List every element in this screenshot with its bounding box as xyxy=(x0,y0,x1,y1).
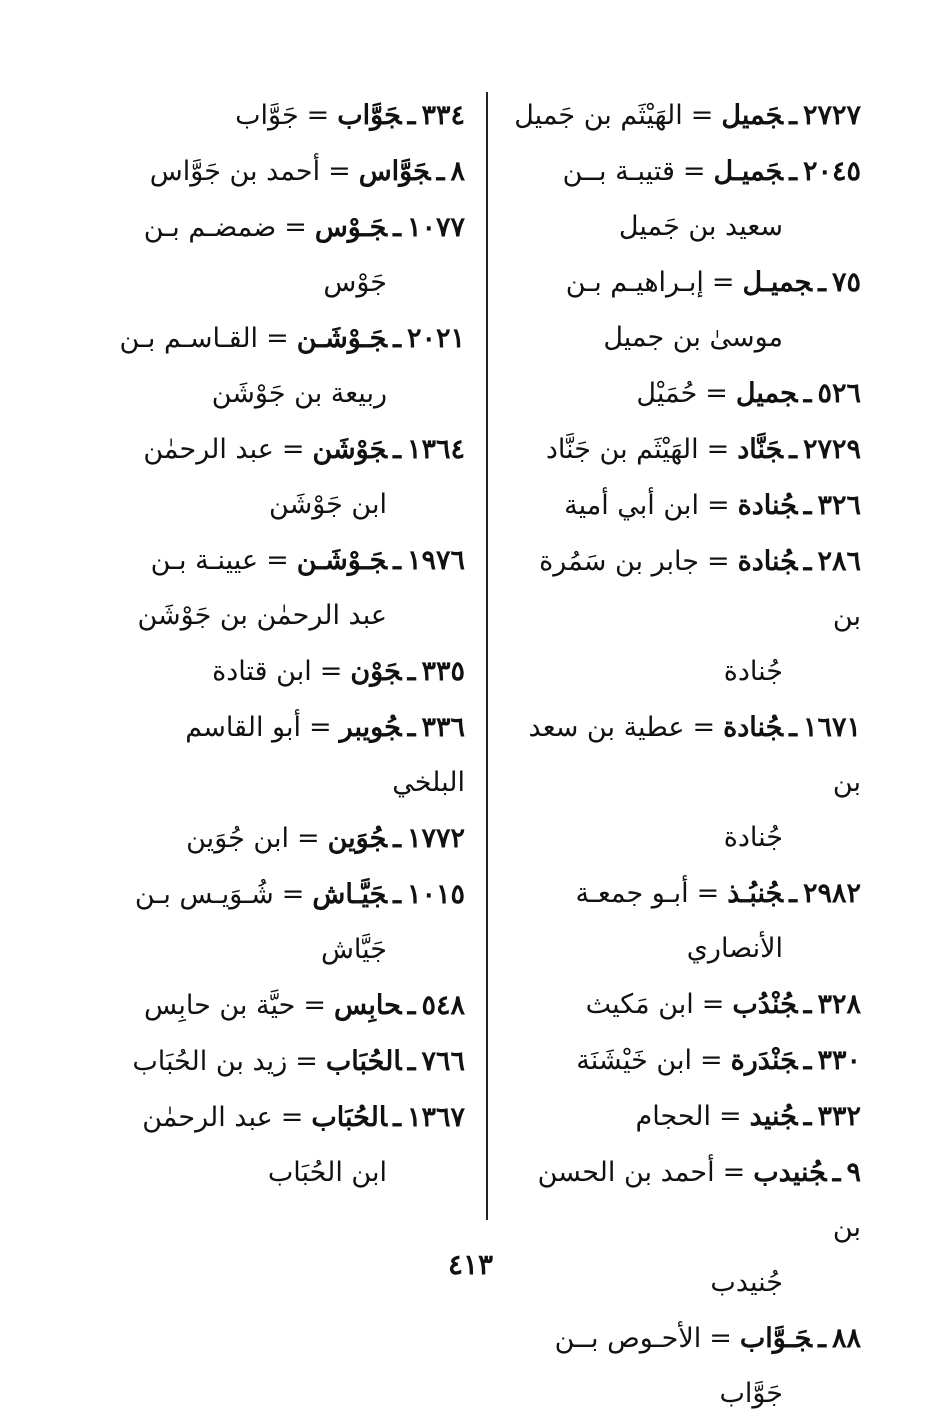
entry-name: جميل xyxy=(735,378,798,409)
entry-dash: ـ xyxy=(803,1045,812,1076)
index-entry xyxy=(110,700,465,810)
entry-line xyxy=(110,422,465,477)
entry-dash: ـ xyxy=(393,879,401,910)
entry-dash: ـ xyxy=(789,100,797,131)
index-entry xyxy=(509,977,861,1032)
entry-value: ابن خَيْشَنَة xyxy=(576,1045,692,1076)
index-entry xyxy=(509,866,861,976)
entry-equals: = xyxy=(705,378,728,409)
entry-dash: ـ xyxy=(407,656,416,687)
entry-line xyxy=(509,422,861,477)
right-column xyxy=(509,88,861,1422)
entry-number: ٧٦٦ xyxy=(421,1046,465,1077)
entry-continuation: ابن الحُبَاب xyxy=(267,1157,387,1188)
entry-line xyxy=(509,866,861,921)
index-entry xyxy=(110,644,465,699)
index-entry xyxy=(110,533,465,643)
entry-name: جُنبُـذ xyxy=(727,878,784,909)
entry-name: جُنْدُب xyxy=(732,989,798,1020)
entry-equals: = xyxy=(328,156,351,187)
entry-line xyxy=(509,534,861,644)
entry-dash: ـ xyxy=(407,1046,416,1077)
entry-name: حابِس xyxy=(333,990,402,1021)
entry-continuation: الأنصاري xyxy=(686,933,783,964)
entry-name: جَوْشَن xyxy=(312,434,388,465)
entry-number: ١٧٧٢ xyxy=(406,823,465,854)
entry-equals: = xyxy=(706,546,730,577)
entry-equals: = xyxy=(696,878,720,909)
entry-name: جُنادة xyxy=(737,490,798,521)
entry-dash: ـ xyxy=(803,378,812,409)
index-entry xyxy=(110,978,465,1033)
entry-equals: = xyxy=(700,1045,723,1076)
entry-line xyxy=(509,366,861,421)
entry-value: أحمد بن الحسن بن xyxy=(537,1157,861,1243)
entry-name: الحُبَاب xyxy=(311,1102,388,1133)
entry-name: جَـوْشَـن xyxy=(296,545,388,576)
entry-dash: ـ xyxy=(818,1323,826,1354)
entry-equals: = xyxy=(284,212,307,243)
entry-value: ضمضـم بـن xyxy=(143,212,277,243)
entry-dash: ـ xyxy=(789,434,797,465)
entry-number: ٧٥ xyxy=(831,267,861,298)
entry-line xyxy=(110,144,465,199)
entry-value: الأحـوص بــن xyxy=(554,1323,702,1354)
entry-value: حيَّة بن حابِس xyxy=(143,990,296,1021)
entry-dash: ـ xyxy=(393,823,401,854)
entry-line xyxy=(509,478,861,533)
entry-line xyxy=(110,1090,465,1145)
entry-line xyxy=(509,1033,861,1088)
entry-name: جُوَين xyxy=(327,823,388,854)
entry-name: جَـوْشَـن xyxy=(296,323,388,354)
entry-dash: ـ xyxy=(393,323,401,354)
entry-value: أبو القاسم البلخي xyxy=(185,712,465,798)
entry-dash: ـ xyxy=(803,490,812,521)
index-entry xyxy=(110,422,465,532)
entry-value: قتيبـة بــن xyxy=(562,156,675,187)
entry-name: جَوَّاس xyxy=(358,156,431,187)
entry-dash: ـ xyxy=(803,989,812,1020)
entry-continuation: جُنيدب xyxy=(710,1267,783,1298)
entry-value: الهَيْثَم بن جَميل xyxy=(514,100,683,131)
entry-equals: = xyxy=(709,1323,732,1354)
entry-number: ٣٢٦ xyxy=(817,490,861,521)
entry-equals: = xyxy=(266,323,289,354)
entry-dash: ـ xyxy=(818,267,826,298)
index-entry xyxy=(509,366,861,421)
entry-value: إبـراهيـم بـن xyxy=(565,267,704,298)
entry-line xyxy=(509,1089,861,1144)
entry-name: جَـوْس xyxy=(314,212,388,243)
entry-dash: ـ xyxy=(832,1157,841,1188)
entry-value: عطية بن سعد بن xyxy=(528,712,861,798)
entry-number: ١٣٦٤ xyxy=(406,434,465,465)
entry-line xyxy=(110,1034,465,1089)
index-entry xyxy=(110,867,465,977)
entry-value: عبد الرحمٰن xyxy=(142,1102,273,1133)
entry-equals: = xyxy=(295,1046,318,1077)
entry-continuation: ابن جَوْشَن xyxy=(269,489,387,520)
entry-line xyxy=(509,977,861,1032)
entry-equals: = xyxy=(719,1101,742,1132)
index-entry xyxy=(509,1089,861,1144)
entry-equals: = xyxy=(309,712,332,743)
entry-name: جُويبر xyxy=(339,712,402,743)
entry-continuation: ربيعة بن جَوْشَن xyxy=(211,378,387,409)
index-entry xyxy=(509,422,861,477)
entry-value: عبد الرحمٰن xyxy=(143,434,274,465)
index-entry xyxy=(509,478,861,533)
entry-continuation: عبد الرحمٰن بن جَوْشَن xyxy=(137,600,387,631)
entry-number: ٢٧٢٩ xyxy=(802,434,861,465)
entry-value: أبـو جمعـة xyxy=(575,878,689,909)
index-entry xyxy=(509,1311,861,1421)
entry-dash: ـ xyxy=(393,1102,401,1133)
entry-equals: = xyxy=(706,434,730,465)
entry-equals: = xyxy=(281,879,305,910)
entry-value: أحمد بن جَوَّاس xyxy=(149,156,321,187)
entry-value: ابن أبي أمية xyxy=(564,490,699,521)
entry-line xyxy=(110,533,465,588)
entry-number: ٣٣٥ xyxy=(421,656,465,687)
entry-value: حُمَيْل xyxy=(636,378,698,409)
entry-value: زيد بن الحُبَاب xyxy=(132,1046,288,1077)
index-entry xyxy=(509,700,861,865)
entry-line xyxy=(509,1145,861,1255)
entry-equals: = xyxy=(711,267,735,298)
entry-dash: ـ xyxy=(789,156,797,187)
index-entry xyxy=(110,811,465,866)
entry-value: جابر بن سَمُرة بن xyxy=(539,546,861,632)
entry-value: الحجام xyxy=(635,1101,712,1132)
entry-equals: = xyxy=(303,990,326,1021)
entry-number: ١٩٧٦ xyxy=(406,545,465,576)
entry-line xyxy=(509,1311,861,1366)
index-entry xyxy=(110,1034,465,1089)
index-entry xyxy=(509,255,861,365)
index-entry xyxy=(509,1145,861,1310)
entry-value: جَوَّاب xyxy=(235,100,299,131)
entry-equals: = xyxy=(319,656,343,687)
index-entry xyxy=(110,311,465,421)
entry-dash: ـ xyxy=(393,212,401,243)
entry-number: ٢٩٨٢ xyxy=(802,878,861,909)
entry-continuation: سعيد بن جَميل xyxy=(618,211,783,242)
entry-value: ابن مَكيث xyxy=(585,989,694,1020)
entry-dash: ـ xyxy=(407,100,416,131)
entry-equals: = xyxy=(280,1102,304,1133)
entry-number: ٣٣٠ xyxy=(817,1045,861,1076)
entry-value: ابن جُوَين xyxy=(186,823,289,854)
entry-dash: ـ xyxy=(789,878,797,909)
entry-dash: ـ xyxy=(803,546,812,577)
entry-line xyxy=(509,88,861,143)
entry-number: ٢٧٢٧ xyxy=(802,100,861,131)
entry-continuation: جَوَّاب xyxy=(719,1378,783,1409)
entry-number: ١٣٦٧ xyxy=(406,1102,465,1133)
entry-name: جَيَّـاش xyxy=(312,879,388,910)
entry-number: ١٠٧٧ xyxy=(406,212,465,243)
entry-dash: ـ xyxy=(393,545,401,576)
entry-equals: = xyxy=(692,712,716,743)
entry-name: جَنَّاد xyxy=(737,434,784,465)
index-entry xyxy=(509,144,861,254)
index-entry xyxy=(509,534,861,699)
entry-number: ٥٢٦ xyxy=(817,378,861,409)
entry-continuation: جُنادة xyxy=(723,822,783,853)
entry-name: الحُبَاب xyxy=(325,1046,402,1077)
entry-line xyxy=(509,144,861,199)
entry-number: ٣٣٢ xyxy=(817,1101,861,1132)
entry-line xyxy=(509,255,861,310)
entry-equals: = xyxy=(690,100,714,131)
index-entry xyxy=(509,88,861,143)
entry-line xyxy=(110,644,465,699)
index-entry xyxy=(110,1090,465,1200)
entry-continuation: موسىٰ بن جميل xyxy=(603,322,783,353)
entry-line xyxy=(110,88,465,143)
entry-number: ٢٠٤٥ xyxy=(802,156,861,187)
entry-line xyxy=(110,200,465,255)
entry-value: الهَيْثَم بن جَنَّاد xyxy=(545,434,699,465)
entry-line xyxy=(110,867,465,922)
entry-equals: = xyxy=(266,545,289,576)
entry-number: ٢٨٦ xyxy=(817,546,861,577)
entry-number: ٣٣٦ xyxy=(421,712,465,743)
entry-number: ٩ xyxy=(846,1157,861,1188)
entry-dash: ـ xyxy=(436,156,445,187)
entry-dash: ـ xyxy=(789,712,797,743)
entry-number: ٨٨ xyxy=(831,1323,861,1354)
index-entry xyxy=(509,1033,861,1088)
entry-value: ابن قتادة xyxy=(212,656,312,687)
entry-continuation: جَيَّاش xyxy=(320,934,387,965)
entry-name: جَميـل xyxy=(713,156,784,187)
entry-name: جُنادة xyxy=(723,712,784,743)
entry-equals: = xyxy=(281,434,305,465)
entry-name: جَنْدَرة xyxy=(730,1045,798,1076)
entry-value: عيينـة بـن xyxy=(150,545,259,576)
entry-value: شُـوَيـس بـن xyxy=(134,879,274,910)
entry-number: ٣٣٤ xyxy=(421,100,465,131)
entry-line xyxy=(509,700,861,810)
entry-value: القـاسـم بـن xyxy=(119,323,259,354)
entry-equals: = xyxy=(722,1157,746,1188)
entry-name: جَـوَّاب xyxy=(739,1323,813,1354)
entry-equals: = xyxy=(682,156,706,187)
index-entry xyxy=(110,200,465,310)
entry-number: ١٠١٥ xyxy=(406,879,465,910)
entry-dash: ـ xyxy=(803,1101,812,1132)
entry-name: جميـل xyxy=(742,267,813,298)
entry-line xyxy=(110,811,465,866)
entry-continuation: جُنادة xyxy=(723,656,783,687)
entry-number: ٨ xyxy=(450,156,465,187)
entry-line xyxy=(110,311,465,366)
entry-number: ٥٤٨ xyxy=(421,990,465,1021)
entry-equals: = xyxy=(701,989,725,1020)
entry-name: جُنيدب xyxy=(753,1157,827,1188)
entry-number: ٣٢٨ xyxy=(817,989,861,1020)
entry-name: جَوَّاب xyxy=(337,100,402,131)
entry-equals: = xyxy=(306,100,330,131)
entry-equals: = xyxy=(706,490,730,521)
entry-dash: ـ xyxy=(407,990,416,1021)
entry-line xyxy=(110,978,465,1033)
page-number: ٤١٣ xyxy=(447,1248,494,1281)
index-entry xyxy=(110,88,465,143)
column-divider xyxy=(486,92,488,1220)
index-entry xyxy=(110,144,465,199)
entry-continuation: جَوْس xyxy=(323,267,387,298)
entry-number: ١٦٧١ xyxy=(802,712,861,743)
entry-name: جُنادة xyxy=(737,546,798,577)
entry-dash: ـ xyxy=(407,712,416,743)
entry-dash: ـ xyxy=(393,434,401,465)
entry-number: ٢٠٢١ xyxy=(406,323,465,354)
entry-name: جَميل xyxy=(721,100,784,131)
entry-name: جُنيد xyxy=(749,1101,798,1132)
entry-equals: = xyxy=(296,823,320,854)
left-column xyxy=(110,88,465,1201)
entry-name: جَوْن xyxy=(350,656,402,687)
entry-line xyxy=(110,700,465,810)
